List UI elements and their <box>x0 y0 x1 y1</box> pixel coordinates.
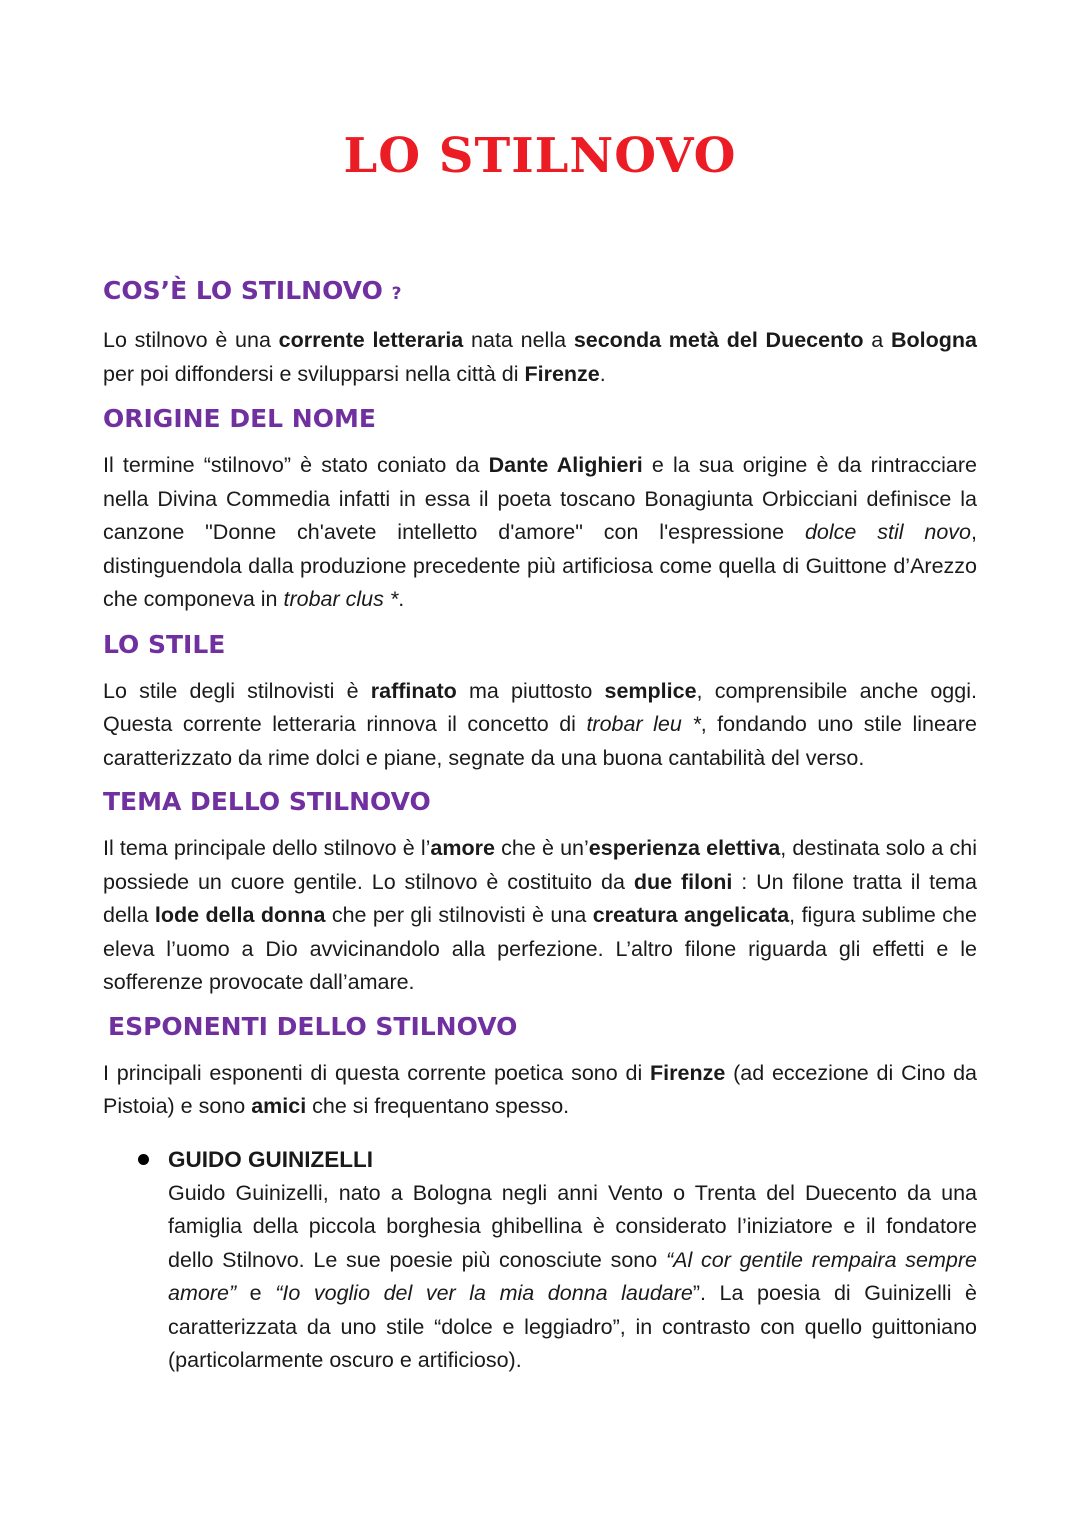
section-paragraph: Lo stilnovo è una corrente letteraria nata nella seconda metà del Duecento a Bologna per poi diffondersi e svilupparsi nella città di Firenze. <box>103 328 977 386</box>
section-heading: COS’È LO STILNOVO ? <box>103 276 402 305</box>
section-origine <box>103 400 977 617</box>
section-cos-e <box>103 272 977 391</box>
list-item-paragraph: Guido Guinizelli, nato a Bologna negli anni Vento o Trenta del Duecento da una famiglia della piccola borghesia ghibellina è considerato l’iniziatore e il fondatore dello Stilnovo. Le sue poesie più conosciute sono “Al cor gentile rempaira sempre amore” e “Io voglio del ver la mia donna laudare”. La poesia di Guinizelli è caratterizzata da uno stile “dolce e leggiadro”, in contrasto con quello guittoniano (particolarmente oscuro e artificioso). <box>168 1180 977 1372</box>
section-paragraph: Lo stile degli stilnovisti è raffinato ma piuttosto semplice, comprensibile anche oggi. Questa corrente letteraria rinnova il concetto di trobar leu *, fondando uno stile lineare caratterizzato da rime dolci e piane, segnate da una buona cantabilità del verso. <box>103 678 977 770</box>
section-paragraph: Il termine “stilnovo” è stato coniato da Dante Alighieri e la sua origine è da rintracciare nella Divina Commedia infatti in essa il poeta toscano Bonagiunta Orbicciani definisce la canzone "Donne ch'avete intelletto d'amore" con l'espressione dolce stil novo, distinguendola dalla produzione precedente più artificiosa come quella di Guittone d’Arezzo che componeva in trobar clus *. <box>103 453 978 611</box>
section-stile <box>103 626 977 776</box>
exponents-list <box>103 1142 977 1378</box>
list-item <box>103 1142 977 1378</box>
section-tema <box>103 783 977 1000</box>
document-content <box>103 272 977 1378</box>
section-paragraph: I principali esponenti di questa corrente poetica sono di Firenze (ad eccezione di Cino da Pistoia) e sono amici che si frequentano spesso. <box>103 1060 977 1118</box>
section-heading: LO STILE <box>103 629 226 659</box>
section-heading: TEMA DELLO STILNOVO <box>103 787 431 816</box>
section-esponenti <box>103 1008 977 1124</box>
section-heading: ORIGINE DEL NOME <box>103 404 376 433</box>
page-title: LO STILNOVO <box>343 128 737 184</box>
section-heading: ESPONENTI DELLO STILNOVO <box>108 1011 518 1041</box>
bullet-dot-icon <box>138 1154 149 1165</box>
list-item-title: GUIDO GUINIZELLI <box>168 1146 373 1172</box>
section-paragraph: Il tema principale dello stilnovo è l’amore che è un’esperienza elettiva, destinata solo a chi possiede un cuore gentile. Lo stilnovo è costituito da due filoni : Un filone tratta il tema della lode della donna che per gli stilnovisti è una creatura angelicata, figura sublime che eleva l’uomo a Dio avvicinandolo alla perfezione. L’altro filone riguarda gli effetti e le sofferenze provocate dall’amare. <box>103 836 978 994</box>
